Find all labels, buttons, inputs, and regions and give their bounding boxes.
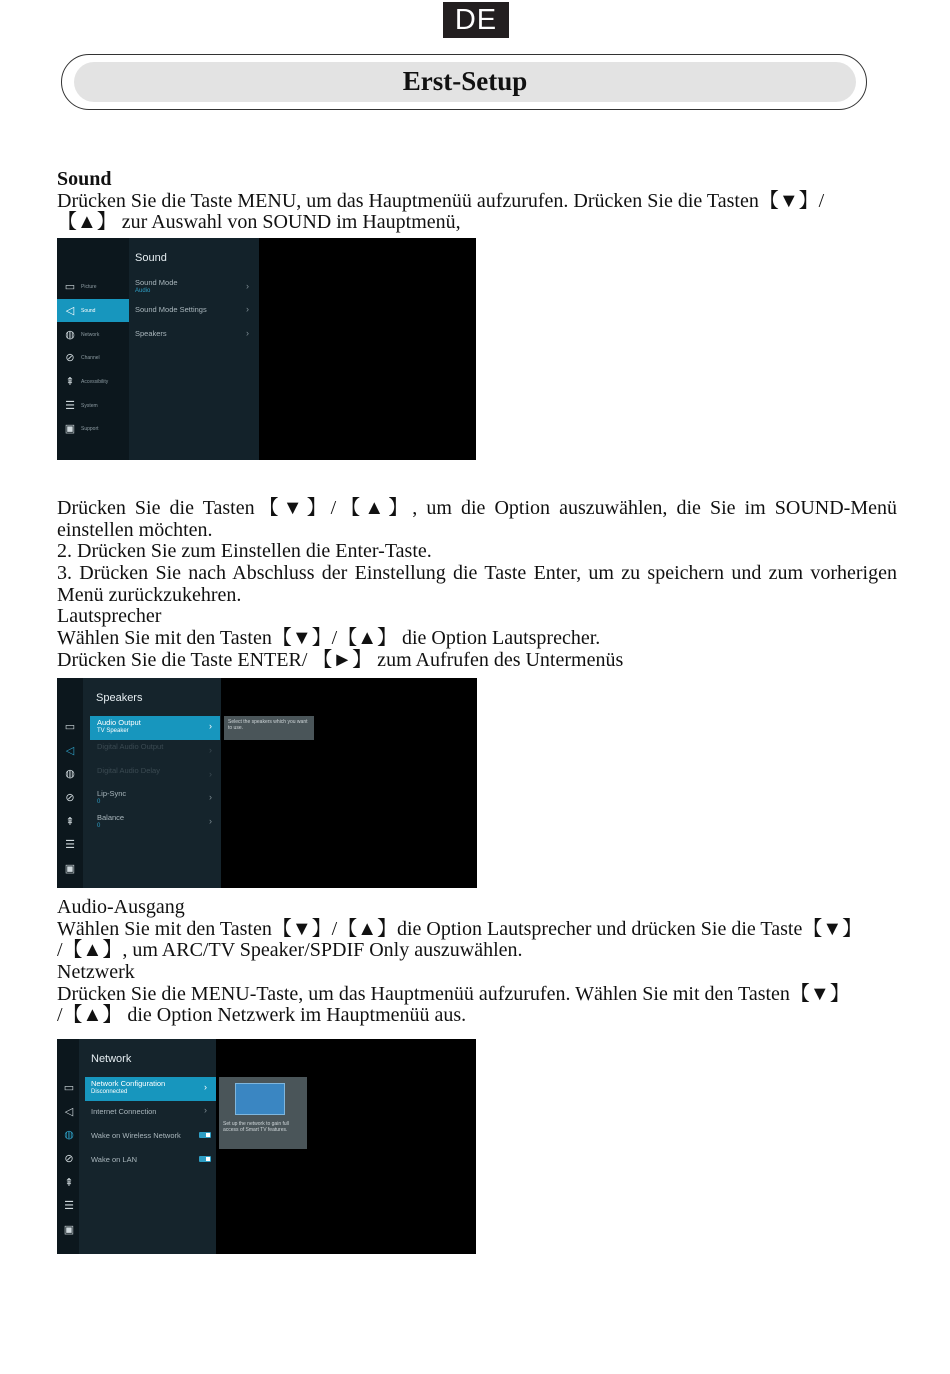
row-value: TV Speaker	[97, 728, 129, 734]
network-icon: ◍	[64, 1129, 74, 1141]
sidebar	[57, 1039, 79, 1254]
settings-panel	[129, 238, 259, 460]
audio-output-line-2: /【▲】, um ARC/TV Speaker/SPDIF Only auszuwählen.	[57, 939, 523, 961]
sidebar-item-network[interactable]: Network	[81, 332, 100, 338]
system-icon: ☰	[65, 400, 75, 412]
chevron-right-icon: ›	[204, 1105, 207, 1115]
toggle-switch[interactable]	[199, 1132, 211, 1138]
system-icon: ☰	[65, 839, 75, 851]
help-tooltip: Select the speakers which you want to use.	[224, 716, 314, 740]
row-value: 0	[97, 823, 101, 829]
sound-paragraph-line-1: Drücken Sie die Taste MENU, um das Hauptmenüü aufzurufen. Drücken Sie die Tasten【▼】/	[57, 190, 825, 212]
sidebar	[57, 678, 83, 888]
network-icon: ◍	[65, 768, 75, 780]
row-label: Wake on Wireless Network	[91, 1131, 181, 1140]
menu-row-audio-output[interactable]	[97, 718, 141, 734]
row-value: Audio	[135, 288, 151, 294]
sidebar-item-accessibility[interactable]: Accessibility	[81, 379, 109, 385]
settings-panel	[79, 1039, 216, 1254]
audio-output-line-1: Wählen Sie mit den Tasten【▼】/【▲】die Option Lautsprecher und drücken Sie die Taste【▼】	[57, 918, 863, 940]
chevron-right-icon: ›	[209, 769, 212, 779]
menu-row-speakers[interactable]	[135, 329, 167, 338]
menu-row-balance[interactable]	[97, 813, 124, 829]
panel-title: Network	[91, 1053, 132, 1065]
sound-icon: ◁	[64, 1106, 74, 1118]
row-label: Wake on LAN	[91, 1155, 137, 1164]
sidebar-item-picture[interactable]: Picture	[81, 284, 97, 290]
picture-icon: ▭	[64, 281, 76, 293]
row-label: Sound Mode Settings	[135, 305, 207, 314]
speakers-heading: Lautsprecher	[57, 605, 162, 627]
system-icon: ☰	[64, 1200, 74, 1212]
chevron-right-icon: ›	[246, 328, 249, 338]
picture-icon: ▭	[63, 1082, 75, 1094]
sound-icon: ◁	[65, 305, 75, 317]
panel-title: Speakers	[96, 692, 143, 704]
menu-row-digital-audio-output[interactable]	[97, 742, 163, 751]
row-label: Digital Audio Output	[97, 742, 164, 751]
chevron-right-icon: ›	[209, 816, 212, 826]
sidebar-item-support[interactable]: Support	[81, 426, 99, 432]
network-heading: Netzwerk	[57, 961, 135, 983]
language-badge: DE	[443, 2, 509, 38]
sound-heading: Sound	[57, 168, 112, 190]
tv-screenshot-network-menu	[57, 1039, 476, 1254]
chevron-right-icon: ›	[204, 1082, 207, 1092]
accessibility-icon: ⇞	[65, 376, 75, 388]
network-icon: ◍	[65, 329, 75, 341]
sidebar-item-sound[interactable]: Sound	[81, 308, 96, 314]
channel-icon: ⊘	[64, 1153, 74, 1165]
panel-title: Sound	[135, 252, 167, 264]
row-label: Network Configuration	[91, 1079, 166, 1088]
menu-row-sound-mode-settings[interactable]	[135, 305, 207, 314]
row-label: Internet Connection	[91, 1107, 157, 1116]
chevron-right-icon: ›	[209, 721, 212, 731]
speakers-instruction: Wählen Sie mit den Tasten【▼】/【▲】 die Option Lautsprecher.	[57, 627, 601, 649]
row-label: Sound Mode	[135, 278, 178, 287]
menu-row-wake-on-lan[interactable]	[91, 1155, 137, 1164]
chevron-right-icon: ›	[246, 304, 249, 314]
support-icon: ▣	[64, 423, 76, 435]
instruction-step-3: 3. Drücken Sie nach Abschluss der Einstellung die Taste Enter, um zu speichern und zum vorherigen Menü zurückzukehren.	[57, 562, 897, 606]
row-value: 0	[97, 799, 101, 805]
row-label: Lip-Sync	[97, 789, 127, 798]
instruction-step-2: 2. Drücken Sie zum Einstellen die Enter-Taste.	[57, 540, 432, 562]
tv-screenshot-speakers-menu	[57, 678, 477, 888]
channel-icon: ⊘	[65, 792, 75, 804]
menu-row-internet-connection[interactable]	[91, 1107, 156, 1116]
toggle-switch[interactable]	[199, 1156, 211, 1162]
sound-paragraph-line-2: 【▲】 zur Auswahl von SOUND im Hauptmenü,	[57, 211, 461, 233]
row-label: Audio Output	[97, 718, 141, 727]
sound-icon: ◁	[65, 745, 75, 757]
chevron-right-icon: ›	[209, 745, 212, 755]
chevron-right-icon: ›	[209, 792, 212, 802]
menu-row-wake-on-wireless-network[interactable]	[91, 1131, 181, 1140]
instruction-paragraph-1: Drücken Sie die Tasten【▼】/【▲】, um die Option auszuwählen, die Sie im SOUND-Menü einstellen möchten.	[57, 497, 897, 541]
support-icon: ▣	[63, 1224, 75, 1236]
network-illustration-icon	[235, 1083, 285, 1115]
row-label: Speakers	[135, 329, 167, 338]
enter-instruction: Drücken Sie die Taste ENTER/ 【►】 zum Aufrufen des Untermenüs	[57, 649, 624, 671]
network-line-1: Drücken Sie die MENU-Taste, um das Hauptmenüü aufzurufen. Wählen Sie mit den Tasten【▼】	[57, 983, 850, 1005]
menu-row-network-configuration[interactable]	[91, 1079, 165, 1095]
picture-icon: ▭	[64, 721, 76, 733]
sidebar-item-system[interactable]: System	[81, 403, 98, 409]
help-tooltip	[219, 1077, 307, 1149]
network-line-2: /【▲】 die Option Netzwerk im Hauptmenüü aus.	[57, 1004, 467, 1026]
channel-icon: ⊘	[65, 352, 75, 364]
accessibility-icon: ⇞	[64, 1177, 74, 1189]
menu-row-sound-mode[interactable]	[135, 278, 178, 294]
audio-output-heading: Audio-Ausgang	[57, 896, 185, 918]
tv-screenshot-sound-menu	[57, 238, 476, 460]
support-icon: ▣	[64, 863, 76, 875]
row-value: Disconnected	[91, 1089, 128, 1095]
menu-row-lip-sync[interactable]	[97, 789, 126, 805]
accessibility-icon: ⇞	[65, 816, 75, 828]
page-title: Erst-Setup	[402, 66, 528, 96]
chevron-right-icon: ›	[246, 281, 249, 291]
settings-panel	[83, 678, 221, 888]
sidebar-item-channel[interactable]: Channel	[81, 355, 100, 361]
row-label: Balance	[97, 813, 125, 822]
tooltip-text: Set up the network to gain full access of Smart TV features.	[223, 1121, 289, 1133]
row-label: Digital Audio Delay	[97, 766, 160, 775]
menu-row-digital-audio-delay[interactable]	[97, 766, 160, 775]
